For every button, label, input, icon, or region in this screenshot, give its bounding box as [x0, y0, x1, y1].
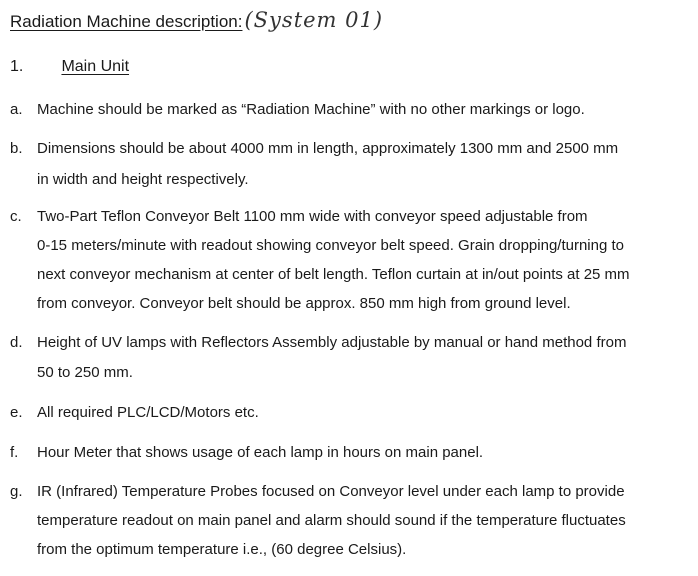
list-item-text: Height of UV lamps with Reflectors Assembly adjustable by manual or hand method from	[37, 334, 627, 351]
list-item-text: next conveyor mechanism at center of belt length. Teflon curtain at in/out points at 25 mm	[37, 266, 630, 283]
document-title: Radiation Machine description:	[10, 12, 243, 31]
list-item-text: Hour Meter that shows usage of each lamp in hours on main panel.	[37, 444, 484, 461]
list-item-text: temperature readout on main panel and alarm should sound if the temperature fluctuates	[37, 512, 626, 529]
list-item-text: 50 to 250 mm.	[37, 364, 133, 381]
list-item-text: from conveyor. Conveyor belt should be approx. 850 mm high from ground level.	[37, 295, 571, 312]
list-item-text: from the optimum temperature i.e., (60 degree Celsius).	[37, 541, 407, 558]
list-item-text: in width and height respectively.	[37, 171, 249, 188]
handwritten-note: (System 01)	[244, 8, 384, 32]
list-item-text: Two-Part Teflon Conveyor Belt 1100 mm wide with conveyor speed adjustable from	[37, 208, 588, 225]
list-item-text: Machine should be marked as “Radiation Machine” with no other markings or logo.	[37, 101, 585, 118]
list-item-text: Dimensions should be about 4000 mm in length, approximately 1300 mm and 2500 mm	[37, 140, 619, 157]
list-item-label: g.	[10, 483, 23, 500]
list-item-label: a.	[10, 101, 23, 118]
list-item-label: d.	[10, 334, 23, 351]
list-item-label: b.	[10, 140, 23, 157]
section-title: Main Unit	[61, 58, 130, 75]
document-header	[10, 8, 383, 32]
list-item-text: 0-15 meters/minute with readout showing conveyor belt speed. Grain dropping/turning to	[37, 237, 624, 254]
section-heading	[10, 58, 129, 76]
section-number: 1.	[10, 58, 24, 75]
list-item-label: c.	[10, 208, 22, 225]
list-item-text: IR (Infrared) Temperature Probes focused on Conveyor level under each lamp to provide	[37, 483, 625, 500]
list-item-label: f.	[10, 444, 19, 461]
list-item-label: e.	[10, 404, 23, 421]
list-item-text: All required PLC/LCD/Motors etc.	[37, 404, 259, 421]
